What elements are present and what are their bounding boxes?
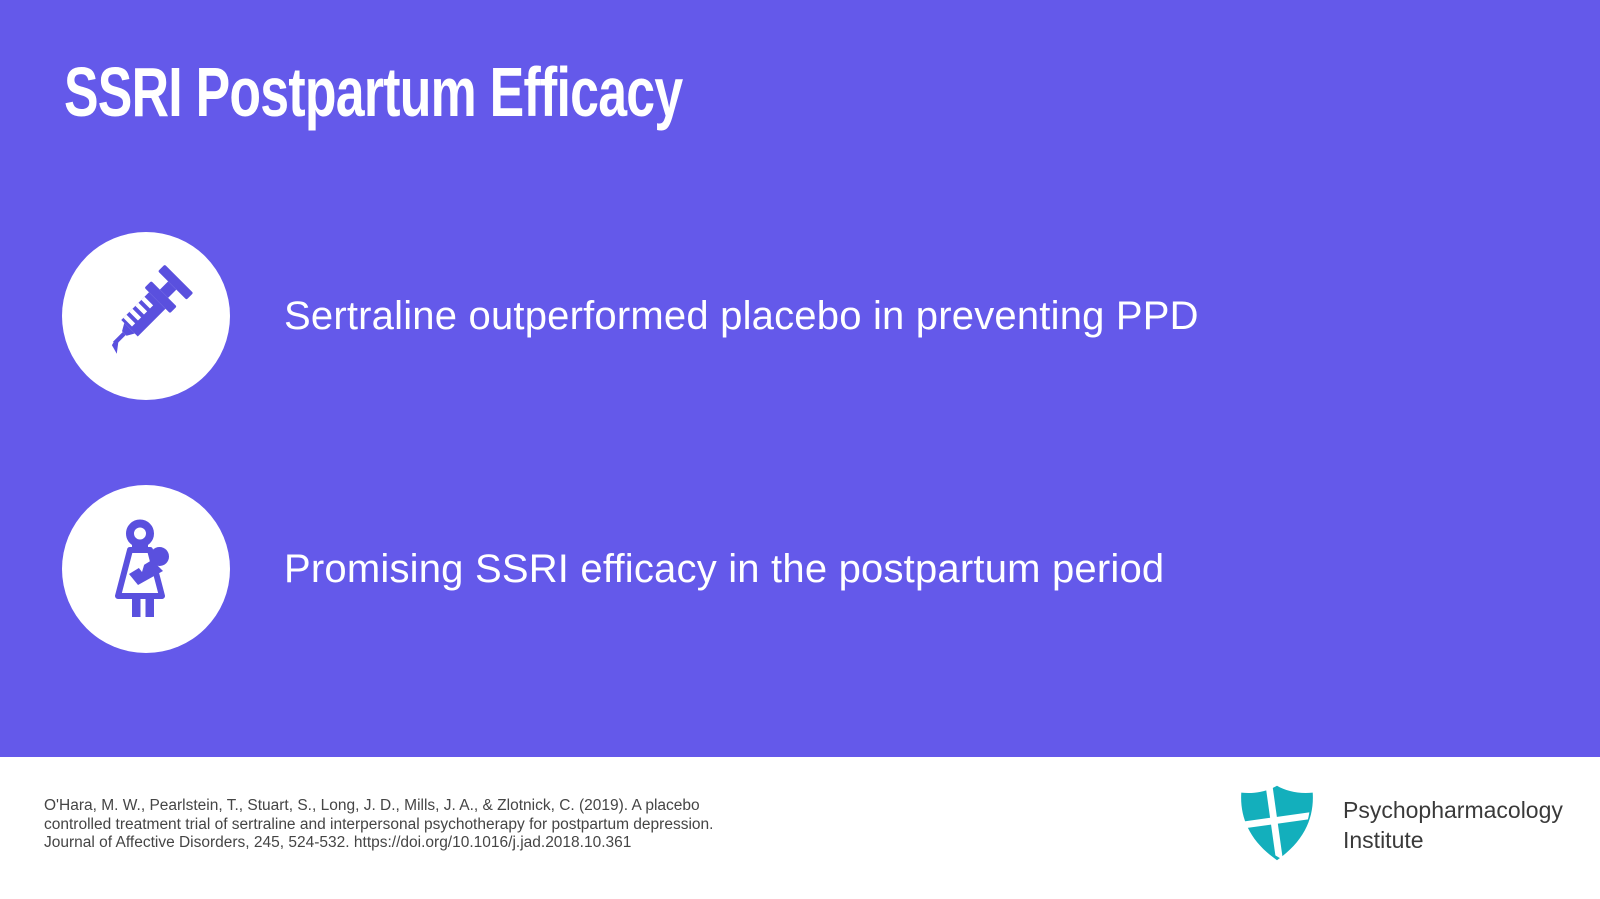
mother-baby-icon-circle xyxy=(62,485,230,653)
logo-text-line1: Psychopharmacology xyxy=(1343,797,1563,823)
bullet-row-sertraline xyxy=(62,232,1199,400)
citation-line: Journal of Affective Disorders, 245, 524-532. https://doi.org/10.1016/j.jad.2018.10.361 xyxy=(44,834,632,851)
citation-text xyxy=(44,797,713,853)
bullet-text-postpartum: Promising SSRI efficacy in the postpartum period xyxy=(284,546,1165,591)
citation-line: O'Hara, M. W., Pearlstein, T., Stuart, S., Long, J. D., Mills, J. A., & Zlotnick, C. (2019). A placebo xyxy=(44,797,700,814)
syringe-icon xyxy=(93,263,199,369)
bullet-row-postpartum xyxy=(62,485,1164,653)
bullet-text-sertraline: Sertraline outperformed placebo in preventing PPD xyxy=(284,293,1199,338)
citation-line: controlled treatment trial of sertraline and interpersonal psychotherapy for postpartum depression. xyxy=(44,815,714,833)
shield-logo-icon xyxy=(1237,785,1317,861)
logo-text xyxy=(1343,785,1563,855)
syringe-icon-circle xyxy=(62,232,230,400)
mother-baby-icon xyxy=(96,519,196,619)
footer xyxy=(0,757,1600,899)
logo-text-line2: Institute xyxy=(1343,827,1424,853)
slide-title: SSRI Postpartum Efficacy xyxy=(64,53,683,131)
logo xyxy=(1237,785,1563,861)
